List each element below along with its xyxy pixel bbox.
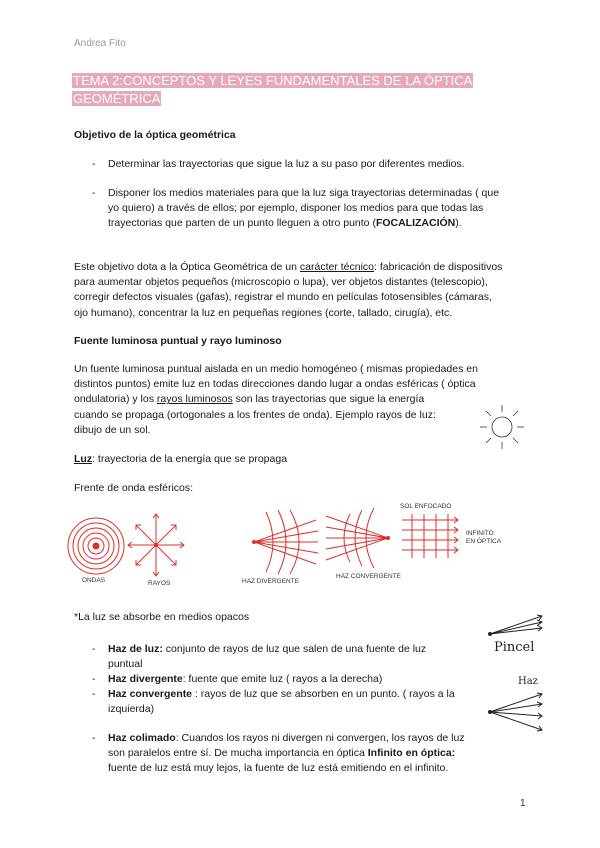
bullet-dash: - (92, 158, 96, 170)
text-line: corregir defectos visuales (gafas), registrar el mundo en películas fotosensibles (cámaras, (74, 291, 492, 304)
haz-de-luz-item (108, 642, 488, 672)
infinito-term: Infinito en óptica: (367, 747, 456, 760)
page-title (72, 72, 532, 108)
sun-sketch (478, 402, 528, 452)
text-line: para aumentar objetos pequeños (microscopio o lupa), ver objetos distantes (telescopio), (74, 276, 488, 289)
page-number: 1 (520, 798, 526, 809)
caption-rayos: RAYOS (148, 580, 171, 587)
text-line: Disponer los medios materiales para que la luz siga trayectorias determinadas ( que (108, 187, 500, 199)
text-line: ). (455, 217, 462, 230)
objective-heading: Objetivo de la óptica geométrica (74, 129, 236, 141)
text-line: distintos puntos) emite luz en todas direcciones dando lugar a ondas esféricas ( óptica (74, 378, 476, 391)
text-line: dibujo de un sol. (74, 423, 151, 436)
bullet-dash: - (92, 187, 96, 199)
haz-divergente-item (108, 672, 488, 687)
caption-infinito (466, 530, 501, 546)
text-line: : Cuandos los rayos ni divergen ni convergen, los rayos de luz (175, 732, 465, 744)
text-line: ojo humano), concentrar la luz en pequeñas regiones (corte, tallado, cirugía), etc. (74, 306, 453, 319)
haz-colimado-item (108, 731, 498, 777)
title-line-2: GEOMÉTRICA (73, 91, 161, 106)
text-line: : rayos de luz que se absorben en un punto. ( rayos a la (192, 688, 455, 700)
caption-sol-enfocado: SOL ENFOCADO (400, 503, 452, 510)
objective-item-1: Determinar las trayectorias que sigue la luz a su paso por diferentes medios. (108, 158, 465, 170)
caption-pincel: Pincel (494, 640, 535, 655)
source-paragraph (74, 362, 514, 438)
haz-sketch (486, 690, 546, 736)
underlined-term: carácter técnico (299, 261, 375, 273)
absorb-note: *La luz se absorbe en medios opacos (74, 611, 250, 623)
bullet-dash: - (92, 732, 96, 744)
text-line: izquierda) (108, 703, 155, 716)
caption-ondas: ONDAS (82, 577, 106, 584)
text-line: son las trayectorias que sigue la energía (232, 393, 425, 406)
caption-haz: Haz (518, 676, 538, 687)
text-line: : fuente que emite luz ( rayos a la derecha) (182, 673, 383, 685)
divergent-beam-sketch (246, 506, 322, 578)
bullet-dash: - (92, 673, 96, 685)
text-line: Un fuente luminosa puntual aislada en un medio homogéneo ( mismas propiedades en (74, 363, 478, 375)
radial-rays-sketch (126, 510, 186, 580)
haz-convergente-item (108, 687, 488, 717)
text-line: fuente de luz está muy lejos, la fuente de luz está emitiendo en el infinito. (108, 762, 449, 775)
term: Haz colimado (108, 732, 176, 744)
caption-haz-convergente: HAZ CONVERGENTE (336, 573, 402, 580)
objective-item-2 (108, 186, 528, 232)
focalizacion-term: FOCALIZACIÓN (375, 217, 456, 230)
caption-haz-divergente: HAZ DIVERGENTE (242, 578, 300, 585)
luz-term: Luz (74, 453, 93, 465)
text-line: conjunto de rayos de luz que salen de una fuente de luz (162, 643, 427, 655)
spherical-waves-sketch (66, 516, 126, 576)
term: Haz divergente (108, 673, 183, 685)
text-line: INFINITO (466, 530, 494, 537)
underlined-term: rayos luminosos (156, 393, 233, 406)
wavefront-label: Frente de onda esféricos: (74, 482, 194, 494)
convergent-beam-sketch (322, 502, 394, 574)
text-line: EN ÓPTICA (466, 538, 502, 545)
text-line: cuando se propaga (ortogonales a los frentes de onda). Ejemplo rayos de luz: (74, 408, 436, 421)
author-name: Andrea Fito (74, 38, 126, 49)
term: Haz convergente (108, 688, 193, 700)
text-line: trayectorias que parten de un punto lleguen a otro punto ( (108, 217, 376, 230)
bullet-dash: - (92, 643, 96, 655)
text-line: ondulatoria) y los (74, 393, 157, 406)
collimated-beam-sketch (398, 510, 462, 562)
term: Haz de luz: (108, 643, 163, 655)
text-line: yo quiero) a través de ellos; por ejemplo, disponer los medios para que todas las (108, 202, 484, 215)
bullet-dash: - (92, 688, 96, 700)
text-line: : fabricación de dispositivos (374, 261, 503, 273)
technical-paragraph (74, 260, 534, 321)
source-heading: Fuente luminosa puntual y rayo luminoso (74, 335, 282, 347)
text-line: : trayectoria de la energía que se propaga (92, 453, 288, 465)
text-line: son paralelos entre sí. De mucha importancia en óptica (108, 747, 368, 760)
luz-definition (74, 452, 287, 467)
text-line: puntual (108, 658, 143, 671)
text-line: Este objetivo dota a la Óptica Geométrica de un (74, 261, 300, 273)
title-line-1: TEMA 2:CONCEPTOS Y LEYES FUNDAMENTALES DE LA ÓPTICA (73, 73, 473, 88)
